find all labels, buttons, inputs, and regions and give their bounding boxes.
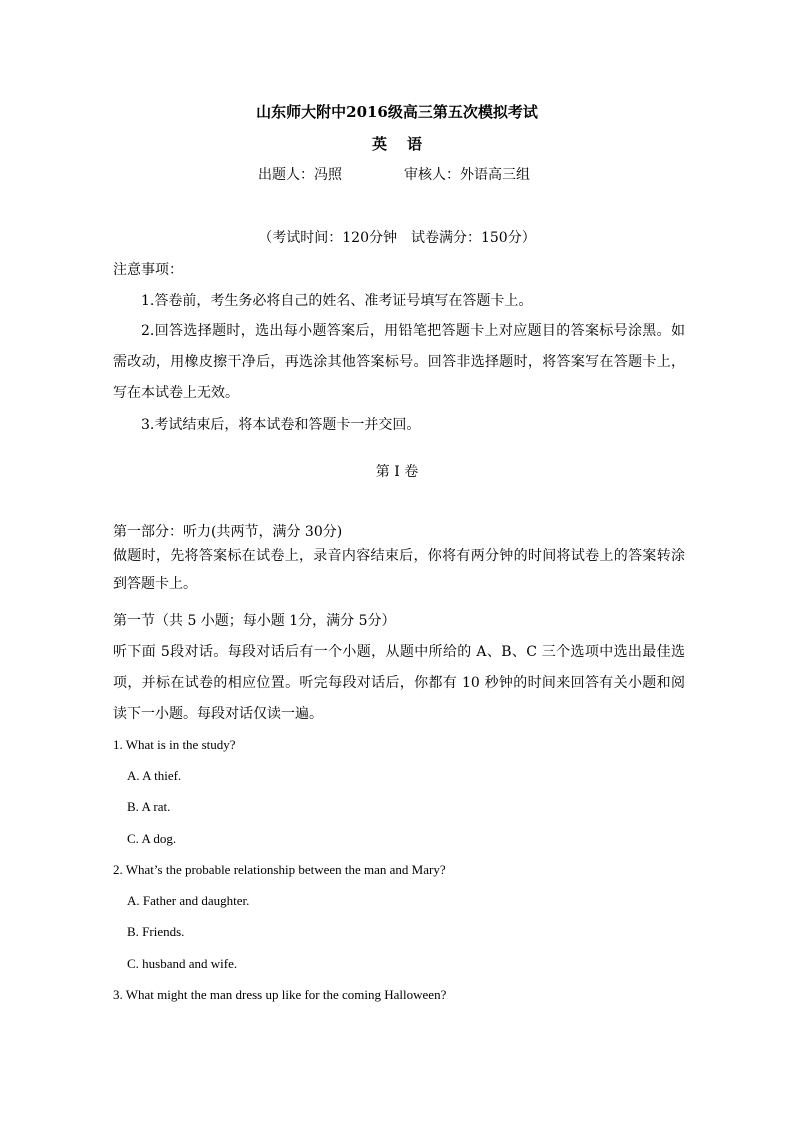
section-title: 第 I 卷 bbox=[375, 464, 419, 480]
reviewer: 审核人：外语高三组 bbox=[404, 167, 530, 183]
author-line bbox=[258, 165, 530, 185]
part1-heading: 第一部分：听力(共两节，满分 30分) bbox=[113, 524, 343, 540]
sub1-heading: 第一节（共 5 小题；每小题 1分，满分 5分） bbox=[113, 613, 396, 629]
question-1-option-a: A. A thief. bbox=[127, 768, 182, 783]
question-3: 3. What might the man dress up like for the coming Halloween? bbox=[113, 987, 447, 1002]
note-item-2: 2.回答选择题时，选出每小题答案后，用铅笔把答题卡上对应题目的答案标号涂黑。如需改动，用橡皮擦干净后，再选涂其他答案标号。回答非选择题时，将答案写在答题卡上，写在本试卷上无效。 bbox=[113, 323, 685, 401]
note-item-3: 3.考试结束后，将本试卷和答题卡一并交回。 bbox=[141, 417, 421, 433]
exam-title: 山东师大附中2016级高三第五次模拟考试 bbox=[256, 103, 538, 121]
question-2-option-c: C. husband and wife. bbox=[127, 956, 238, 971]
question-2: 2. What’s the probable relationship between the man and Mary? bbox=[113, 862, 446, 877]
exam-info: （考试时间：120分钟 试卷满分：150分） bbox=[258, 230, 536, 246]
question-1: 1. What is in the study? bbox=[113, 737, 236, 752]
note-item-1: 1.答卷前，考生务必将自己的姓名、准考证号填写在答题卡上。 bbox=[141, 293, 533, 309]
part1-instruction: 做题时，先将答案标在试卷上，录音内容结束后，你将有两分钟的时间将试卷上的答案转涂到答题卡上。 bbox=[113, 548, 685, 592]
question-2-option-a: A. Father and daughter. bbox=[127, 893, 250, 908]
sub1-instruction: 听下面 5段对话。每段对话后有一个小题，从题中所给的 A、B、C 三个选项中选出最佳选项，并标在试卷的相应位置。听完每段对话后，你都有 10 秒钟的时间来回答有关小题和阅读下一小题。每段对话仅读一遍。 bbox=[113, 644, 685, 722]
subject-title: 英语 bbox=[371, 135, 442, 153]
question-2-option-b: B. Friends. bbox=[127, 924, 185, 939]
notes-heading: 注意事项： bbox=[113, 262, 183, 278]
author: 出题人：冯照 bbox=[258, 167, 342, 183]
question-1-option-c: C. A dog. bbox=[127, 831, 177, 846]
question-1-option-b: B. A rat. bbox=[127, 799, 171, 814]
